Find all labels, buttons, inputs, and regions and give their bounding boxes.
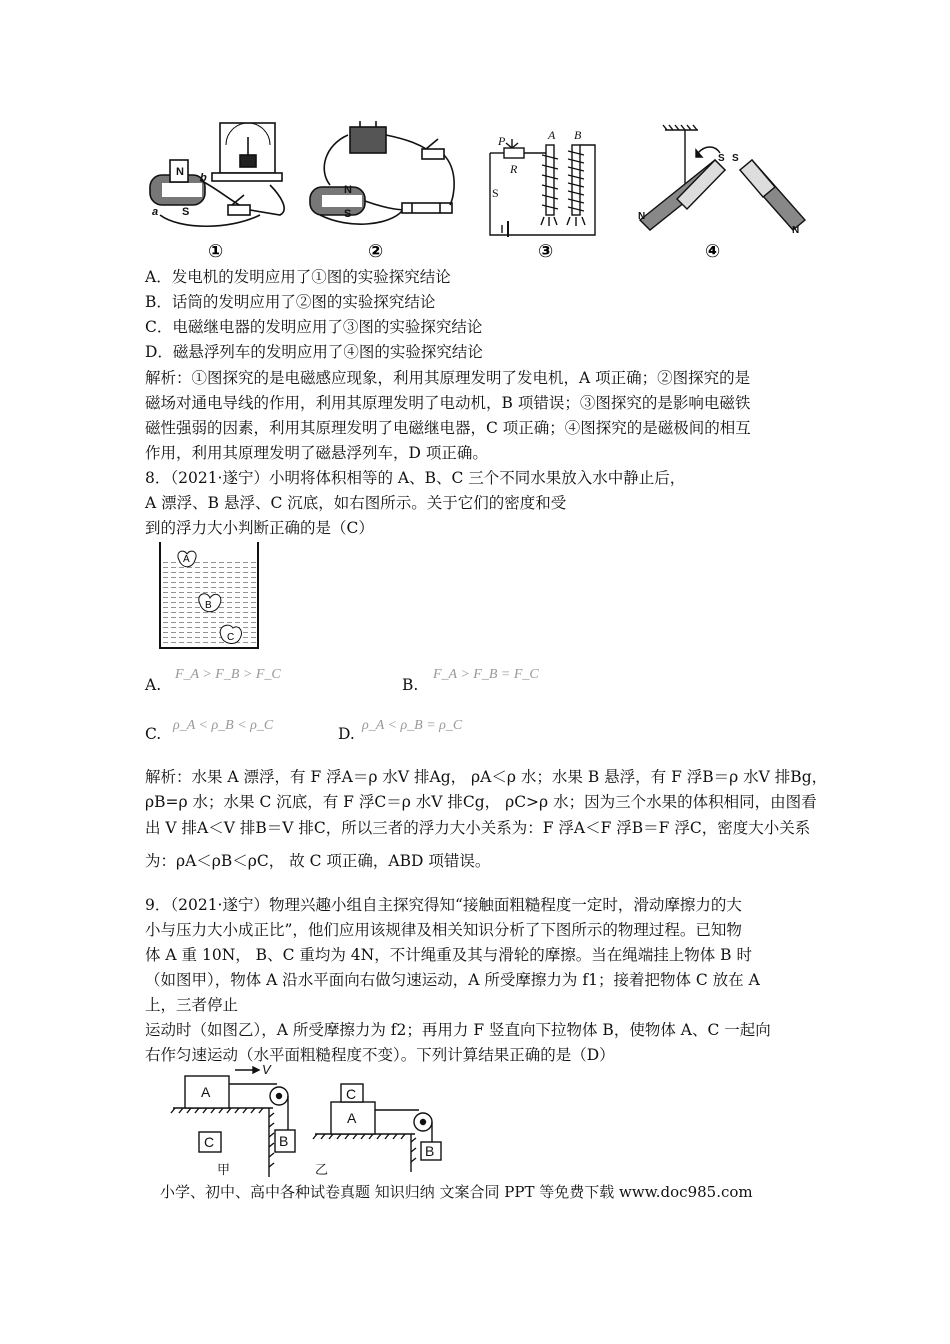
fig-yi-drawing bbox=[313, 1084, 441, 1172]
fig-yi-block-a: A bbox=[347, 1110, 357, 1126]
page-footer: 小学、初中、高中各种试卷真题 知识归纳 文案合同 PPT 等免费下载 www.doc985.com bbox=[160, 1183, 753, 1201]
q9-pulley-figure bbox=[165, 1062, 455, 1177]
q8-option-a-label: A. bbox=[145, 676, 162, 694]
q8-analysis-line-2: ρB=ρ 水；水果 C 沉底，有 F 浮C＝ρ 水V 排Cg， ρC>ρ 水；因为三个水果的体积相同，由图看 bbox=[145, 793, 817, 811]
fig3-label-a: A bbox=[548, 128, 556, 142]
fig-jia-block-c: C bbox=[204, 1134, 215, 1150]
q8-analysis-line-4: 为：ρA＜ρB＜ρC， 故 C 项正确，ABD 项错误。 bbox=[145, 852, 491, 870]
beaker-svg bbox=[155, 540, 265, 650]
fig3-label-p: P bbox=[498, 134, 506, 148]
fig4-label-s1: S bbox=[718, 153, 725, 164]
q7-analysis-line-4: 作用，利用其原理发明了磁悬浮列车，D 项正确。 bbox=[145, 444, 488, 462]
q7-option-d: D．磁悬浮列车的发明应用了④图的实验探究结论 bbox=[145, 343, 483, 361]
figure-3-number: ③ bbox=[538, 241, 554, 262]
fig3-label-r: R bbox=[510, 162, 518, 176]
q8-analysis-line-1: 解析：水果 A 漂浮，有 F 浮A＝ρ 水V 排Ag， ρA＜ρ 水；水果 B 悬浮，有 F 浮B＝ρ 水V 排Bg， bbox=[145, 768, 828, 786]
q8-stem-line-2: A 漂浮、B 悬浮、C 沉底，如右图所示。关于它们的密度和受 bbox=[145, 494, 567, 512]
q8-stem-line-3: 到的浮力大小判断正确的是（C） bbox=[145, 519, 374, 537]
q8-analysis-line-3: 出 V 排A＜V 排B＝V 排C，所以三者的浮力大小关系为：F 浮A＜F 浮B＝F 浮C，密度大小关系 bbox=[145, 819, 811, 837]
fig-jia-velocity: V bbox=[262, 1062, 271, 1077]
q8-option-b-label: B. bbox=[402, 676, 419, 694]
figure-3-electromagnet-circuit bbox=[490, 139, 595, 237]
q7-analysis-line-2: 磁场对通电导线的作用，利用其原理发明了电动机，B 项错误；③图探究的是影响电磁铁 bbox=[145, 394, 751, 412]
fig-yi-caption: 乙 bbox=[315, 1163, 329, 1177]
q8-option-b-formula: F_A > F_B = F_C bbox=[433, 667, 539, 682]
figure-4-number: ④ bbox=[705, 241, 721, 262]
fig-jia-caption: 甲 bbox=[217, 1163, 231, 1177]
q7-option-b: B．话筒的发明应用了②图的实验探究结论 bbox=[145, 293, 436, 311]
fig4-label-n1: N bbox=[638, 211, 646, 222]
q9-stem-line-7: 右作匀速运动（水平面粗糙程度不变）。下列计算结果正确的是（D） bbox=[145, 1046, 615, 1064]
q7-figures bbox=[140, 115, 820, 265]
fig-jia-block-b: B bbox=[279, 1133, 289, 1149]
fig-yi-block-b: B bbox=[425, 1143, 435, 1159]
fig3-label-b: B bbox=[574, 128, 582, 142]
fruit-label-c: C bbox=[227, 632, 235, 643]
q9-stem-line-6: 运动时（如图乙），A 所受摩擦力为 f2；再用力 F 竖直向下拉物体 B，使物体 A、C 一起向 bbox=[145, 1021, 771, 1039]
q9-stem-line-3: 体 A 重 10N， B、C 重均为 4N，不计绳重及其与滑轮的摩擦。当在绳端挂上物体 B 时 bbox=[145, 946, 752, 964]
q8-option-d-formula: ρ_A < ρ_B = ρ_C bbox=[362, 718, 463, 733]
figure-2-number: ② bbox=[368, 241, 384, 262]
q7-option-a: A．发电机的发明应用了①图的实验探究结论 bbox=[145, 268, 451, 286]
q8-stem-line-1: 8．（2021·遂宁）小明将体积相等的 A、B、C 三个不同水果放入水中静止后， bbox=[145, 469, 686, 487]
figure-1-number: ① bbox=[208, 241, 224, 262]
figure-1-electromagnetic-induction bbox=[150, 123, 284, 226]
q9-stem-line-2: 小与压力大小成正比”，他们应用该规律及相关知识分析了下图所示的物理过程。已知物 bbox=[145, 921, 742, 939]
pulley-svg bbox=[165, 1062, 455, 1177]
figure-4-magnet-poles bbox=[640, 125, 805, 230]
fruit-label-b: B bbox=[205, 600, 212, 611]
q8-option-a-formula: F_A > F_B > F_C bbox=[175, 667, 281, 682]
fig4-label-s2: S bbox=[732, 153, 739, 164]
q8-option-c-formula: ρ_A < ρ_B < ρ_C bbox=[173, 718, 274, 733]
fig2-label-s: S bbox=[344, 208, 352, 220]
figure-3-labels bbox=[492, 128, 582, 200]
q9-stem-line-5: 上，三者停止 bbox=[145, 996, 239, 1014]
fig-yi-block-c: C bbox=[346, 1086, 357, 1102]
fig1-label-n: N bbox=[176, 166, 184, 178]
q7-option-c: C．电磁继电器的发明应用了③图的实验探究结论 bbox=[145, 318, 483, 336]
q9-stem-line-1: 9．（2021·遂宁）物理兴趣小组自主探究得知“接触面粗糙程度一定时，滑动摩擦力的大 bbox=[145, 896, 742, 914]
q8-option-d-label: D. bbox=[338, 725, 355, 743]
q7-analysis-line-3: 磁性强弱的因素，利用其原理发明了电磁继电器，C 项正确；④图探究的是磁极间的相互 bbox=[145, 419, 751, 437]
fig-jia-drawing bbox=[171, 1067, 295, 1177]
fig2-label-n: N bbox=[344, 184, 352, 196]
fig4-label-n2: N bbox=[792, 225, 800, 236]
q7-figure-svg bbox=[140, 115, 820, 265]
q8-beaker-figure bbox=[155, 540, 265, 650]
fig1-label-b: b bbox=[200, 172, 207, 184]
q7-analysis-line-1: 解析：①图探究的是电磁感应现象，利用其原理发明了发电机，A 项正确；②图探究的是 bbox=[145, 369, 751, 387]
figure-2-current-in-field bbox=[310, 121, 454, 224]
fig1-label-a: a bbox=[152, 206, 159, 218]
q8-option-c-label: C. bbox=[145, 725, 162, 743]
fruit-label-a: A bbox=[183, 554, 190, 565]
fig-jia-block-a: A bbox=[201, 1084, 211, 1100]
fig1-label-s: S bbox=[182, 206, 190, 218]
q9-stem-line-4: （如图甲），物体 A 沿水平面向右做匀速运动，A 所受摩擦力为 f1；接着把物体 C 放在 A bbox=[145, 971, 760, 989]
fig3-label-s: S bbox=[492, 186, 499, 200]
